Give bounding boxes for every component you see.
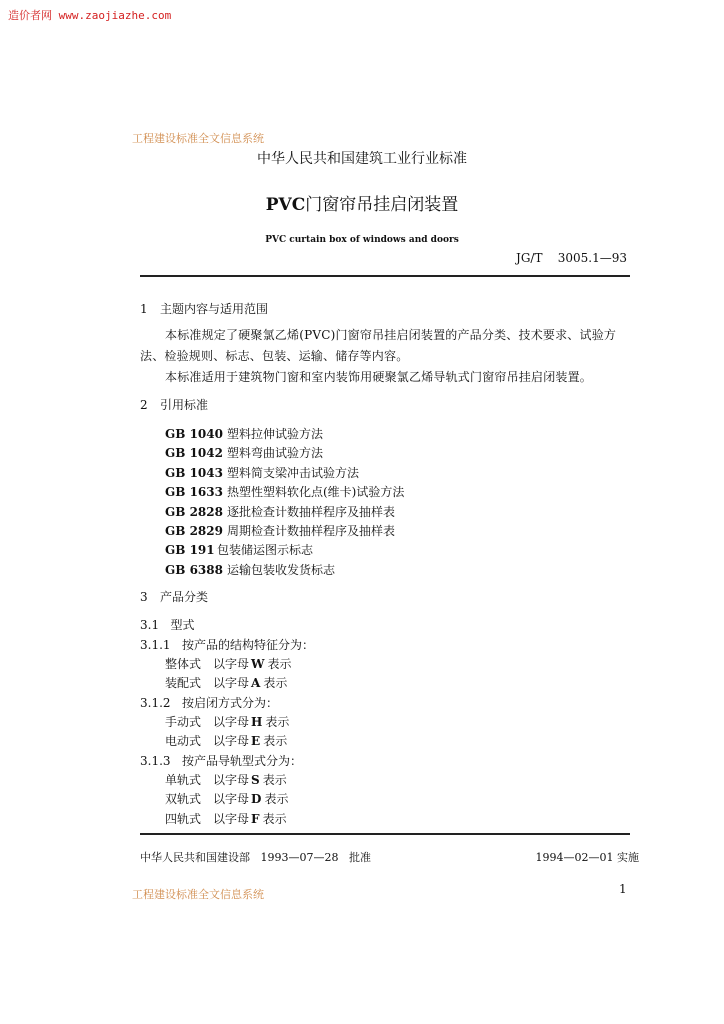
section-2-title: 引用标准	[160, 398, 209, 412]
title-latin: PVC	[265, 195, 306, 215]
reference-code: GB 1040	[165, 427, 223, 441]
footer-rule	[140, 833, 630, 835]
reference-item	[165, 522, 395, 539]
reference-title: 逐批检查计数抽样程序及抽样表	[227, 504, 396, 519]
classification-item	[165, 732, 287, 749]
classification-item	[165, 655, 292, 672]
reference-item	[165, 503, 395, 520]
site-watermark: 造价者网 www.zaojiazhe.com	[8, 9, 172, 22]
reference-code: GB 1043	[165, 465, 223, 480]
reference-code: GB 2829	[165, 524, 223, 538]
watermark-top: 工程建设标准全文信息系统	[132, 132, 264, 145]
page-number: 1	[619, 882, 627, 896]
title-chinese: 门窗帘吊挂启闭装置	[305, 195, 459, 215]
reference-item	[165, 541, 313, 558]
approval-line: 中华人民共和国建设部 1993—07—28 批准	[140, 851, 371, 864]
classification-letter: E	[251, 734, 261, 749]
classification-item	[165, 810, 287, 827]
classification-item	[165, 713, 289, 730]
classification-suffix: 表示	[265, 715, 290, 729]
classification-letter: W	[251, 657, 265, 671]
watermark-bottom: 工程建设标准全文信息系统	[132, 888, 264, 901]
document-title	[0, 190, 724, 215]
classification-item	[165, 674, 287, 691]
reference-code: GB 1042	[165, 446, 223, 461]
classification-suffix: 表示	[263, 734, 288, 749]
section-1-para-1-line-1: 本标准规定了硬聚氯乙烯(PVC)门窗帘吊挂启闭装置的产品分类、技术要求、试验方	[165, 328, 617, 342]
reference-title: 塑料弯曲试验方法	[227, 446, 324, 461]
classification-name: 双轨式	[165, 792, 202, 807]
section-1-para-1-line-2: 法、检验规则、标志、包装、运输、储存等内容。	[140, 349, 409, 363]
reference-title: 包装储运图示标志	[217, 543, 314, 558]
classification-letter: H	[251, 715, 263, 729]
classification-letter: S	[251, 773, 260, 787]
classification-name: 装配式	[165, 676, 202, 691]
header-rule	[140, 275, 630, 277]
classification-suffix: 表示	[262, 811, 287, 826]
issuing-organization: 中华人民共和国建筑工业行业标准	[257, 151, 467, 167]
reference-code: GB 2828	[165, 504, 223, 519]
section-1-para-2: 本标准适用于建筑物门窗和室内装饰用硬聚氯乙烯导轨式门窗帘吊挂启闭装置。	[165, 370, 593, 384]
classification-item	[165, 790, 288, 807]
reference-item	[165, 444, 323, 461]
classification-suffix: 表示	[263, 676, 288, 691]
reference-code: GB 6388	[165, 562, 223, 577]
section-1-number: 1	[140, 302, 148, 316]
clause-3-1-3: 3.1.3 按产品导轨型式分为：	[140, 754, 302, 768]
section-3-title: 产品分类	[160, 590, 209, 604]
classification-prefix: 以字母	[213, 715, 250, 729]
reference-item	[165, 425, 323, 442]
reference-item	[165, 464, 359, 481]
classification-letter: F	[251, 811, 260, 826]
classification-prefix: 以字母	[213, 676, 250, 691]
classification-prefix: 以字母	[213, 657, 250, 671]
reference-title: 塑料简支梁冲击试验方法	[227, 465, 360, 480]
classification-prefix: 以字母	[213, 734, 250, 749]
clause-3-1-2: 3.1.2 按启闭方式分为：	[140, 696, 278, 710]
effective-date: 1994—02—01 实施	[535, 851, 639, 864]
reference-code: GB 1633	[165, 485, 223, 500]
clause-3-1: 3.1 型式	[140, 618, 195, 632]
section-1-heading	[140, 300, 268, 317]
classification-name: 手动式	[165, 715, 202, 729]
section-3-number: 3	[140, 590, 148, 604]
reference-code: GB 191	[165, 543, 215, 558]
section-3-heading	[140, 588, 208, 605]
reference-title: 运输包装收发货标志	[227, 562, 336, 577]
document-subtitle: PVC curtain box of windows and doors	[265, 235, 459, 245]
classification-name: 电动式	[165, 734, 202, 749]
classification-suffix: 表示	[267, 657, 292, 671]
section-2-heading	[140, 396, 208, 413]
classification-suffix: 表示	[264, 792, 289, 807]
reference-title: 塑料拉伸试验方法	[227, 427, 324, 441]
reference-title: 周期检查计数抽样程序及抽样表	[227, 524, 396, 538]
classification-name: 单轨式	[165, 773, 202, 787]
classification-item	[165, 771, 287, 788]
reference-title: 热塑性塑料软化点(维卡)试验方法	[227, 485, 405, 500]
standard-code: JG/T 3005.1—93	[516, 251, 627, 265]
reference-item	[165, 561, 335, 578]
reference-item	[165, 483, 404, 500]
classification-name: 整体式	[165, 657, 202, 671]
classification-prefix: 以字母	[213, 811, 250, 826]
classification-letter: D	[251, 792, 262, 807]
section-1-title: 主题内容与适用范围	[160, 302, 269, 316]
classification-name: 四轨式	[165, 811, 202, 826]
classification-letter: A	[251, 676, 261, 691]
section-2-number: 2	[140, 398, 148, 412]
classification-prefix: 以字母	[213, 773, 250, 787]
classification-prefix: 以字母	[213, 792, 250, 807]
clause-3-1-1: 3.1.1 按产品的结构特征分为：	[140, 638, 314, 652]
classification-suffix: 表示	[262, 773, 287, 787]
